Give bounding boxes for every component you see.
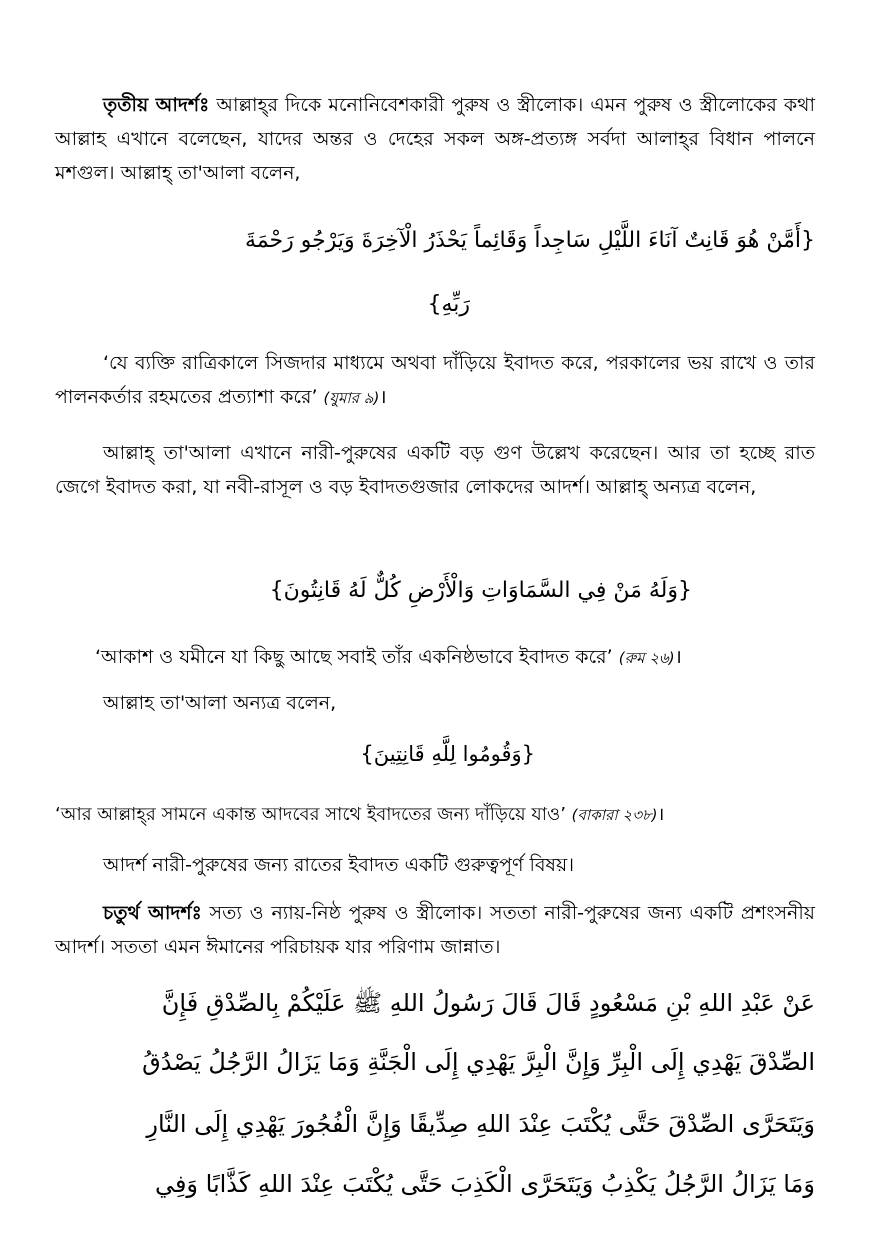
translation-text: ‘যে ব্যক্তি রাত্রিকালে সিজদার মাধ্যমে অথবা দাঁড়িয়ে ইবাদত করে, পরকালের ভয় রাখে ও তার পালনকর্তার রহমতের প্রত্যাশা করে’ bbox=[55, 352, 815, 408]
quran-verse-zumar-line1: {أَمَّنْ هُوَ قَانِتٌ آنَاءَ اللَّيْلِ سَاجِداً وَقَائِماً يَحْذَرُ الْآخِرَةَ وَيَرْجُو رَحْمَةَ bbox=[245, 228, 815, 253]
translation-baqarah bbox=[55, 798, 815, 832]
hadith-line-3: وَيَتَحَرَّى الصِّدْقَ حَتَّى يُكْتَبَ عِنْدَ اللهِ صِدِّيقًا وَإِنَّ الْفُجُورَ يَهْدِي إِلَى النَّارِ bbox=[146, 1110, 815, 1138]
quran-verse-baqarah: {وَقُومُوا لِلَّهِ قَانِتِينَ} bbox=[360, 742, 535, 766]
hadith-line-2: الصِّدْقَ يَهْدِي إِلَى الْبِرِّ وَإِنَّ الْبِرَّ يَهْدِي إِلَى الْجَنَّةِ وَمَا يَزَالُ الرَّجُلُ يَصْدُقُ bbox=[142, 1048, 815, 1076]
full-stop: । bbox=[657, 804, 665, 825]
paragraph-elsewhere: আল্লাহ তা'আলা অন্যত্র বলেন, bbox=[103, 692, 337, 714]
translation-zumar bbox=[55, 346, 815, 415]
quran-verse-rum: {وَلَهُ مَنْ فِي السَّمَاوَاتِ وَالْأَرْضِ كُلٌّ لَهُ قَانِتُونَ} bbox=[269, 578, 692, 603]
quran-verse-zumar-line2: رَبِّهِ} bbox=[427, 292, 470, 317]
paragraph-importance: আদর্শ নারী-পুরুষের জন্য রাতের ইবাদত একটি গুরুত্বপূর্ণ বিষয়। bbox=[103, 854, 574, 876]
paragraph-text: সত্য ও ন্যায়-নিষ্ঠ পুরুষ ও স্ত্রীলোক। সততা নারী-পুরুষের জন্য একটি প্রশংসনীয় আদর্শ। সততা এমন ঈমানের পরিচায়ক যার পরিণাম জান্নাত। bbox=[55, 902, 815, 958]
translation-rum bbox=[95, 640, 815, 675]
verse-reference: (রুম ২৬) bbox=[618, 649, 675, 667]
verse-reference: (বাকারা ২৩৮) bbox=[571, 806, 658, 824]
translation-text: ‘আকাশ ও যমীনে যা কিছু আছে সবাই তাঁর একনিষ্ঠভাবে ইবাদত করে’ bbox=[95, 646, 613, 668]
full-stop: । bbox=[379, 386, 387, 408]
hadith-line-4: وَمَا يَزَالُ الرَّجُلُ يَكْذِبُ وَيَتَحَرَّى الْكَذِبَ حَتَّى يُكْتَبَ عِنْدَ اللهِ كَذَّابًا وَفِي bbox=[154, 1170, 815, 1198]
heading-fourth-ideal: চতুর্থ আদর্শঃ bbox=[103, 902, 202, 924]
full-stop: । bbox=[674, 646, 682, 668]
verse-reference: (যুমার ৯) bbox=[323, 389, 380, 407]
paragraph-fourth-ideal bbox=[55, 896, 815, 964]
paragraph-third-ideal bbox=[55, 88, 815, 190]
hadith-line-1: عَنْ عَبْدِ اللهِ بْنِ مَسْعُودٍ قَالَ قَالَ رَسُولُ اللهِ ﷺ عَلَيْكُمْ بِالصِّدْقِ فَإِنَّ bbox=[161, 989, 815, 1017]
paragraph-night-worship: আল্লাহ্‌ তা'আলা এখানে নারী-পুরুষের একটি বড় গুণ উল্লেখ করেছেন। আর তা হচ্ছে রাত জেগে ইবাদত করা, যা নবী-রাসূল ও বড় ইবাদতগুজার লোকদের আদর্শ। আল্লাহ্‌ অন্যত্র বলেন, bbox=[55, 442, 815, 498]
translation-text: ‘আর আল্লাহ্‌র সামনে একান্ত আদবের সাথে ইবাদতের জন্য দাঁড়িয়ে যাও’ bbox=[55, 804, 566, 825]
paragraph-text: আল্লাহ্‌র দিকে মনোনিবেশকারী পুরুষ ও স্ত্রীলোক। এমন পুরুষ ও স্ত্রীলোকের কথা আল্লাহ এখানে বলেছেন, যাদের অন্তর ও দেহের সকল অঙ্গ-প্রত্যঙ্গ সর্বদা আলাহ্‌র বিধান পালনে মশগুল। আল্লাহ্‌ তা'আলা বলেন, bbox=[55, 94, 816, 184]
heading-third-ideal: তৃতীয় আদর্শঃ bbox=[103, 94, 210, 116]
